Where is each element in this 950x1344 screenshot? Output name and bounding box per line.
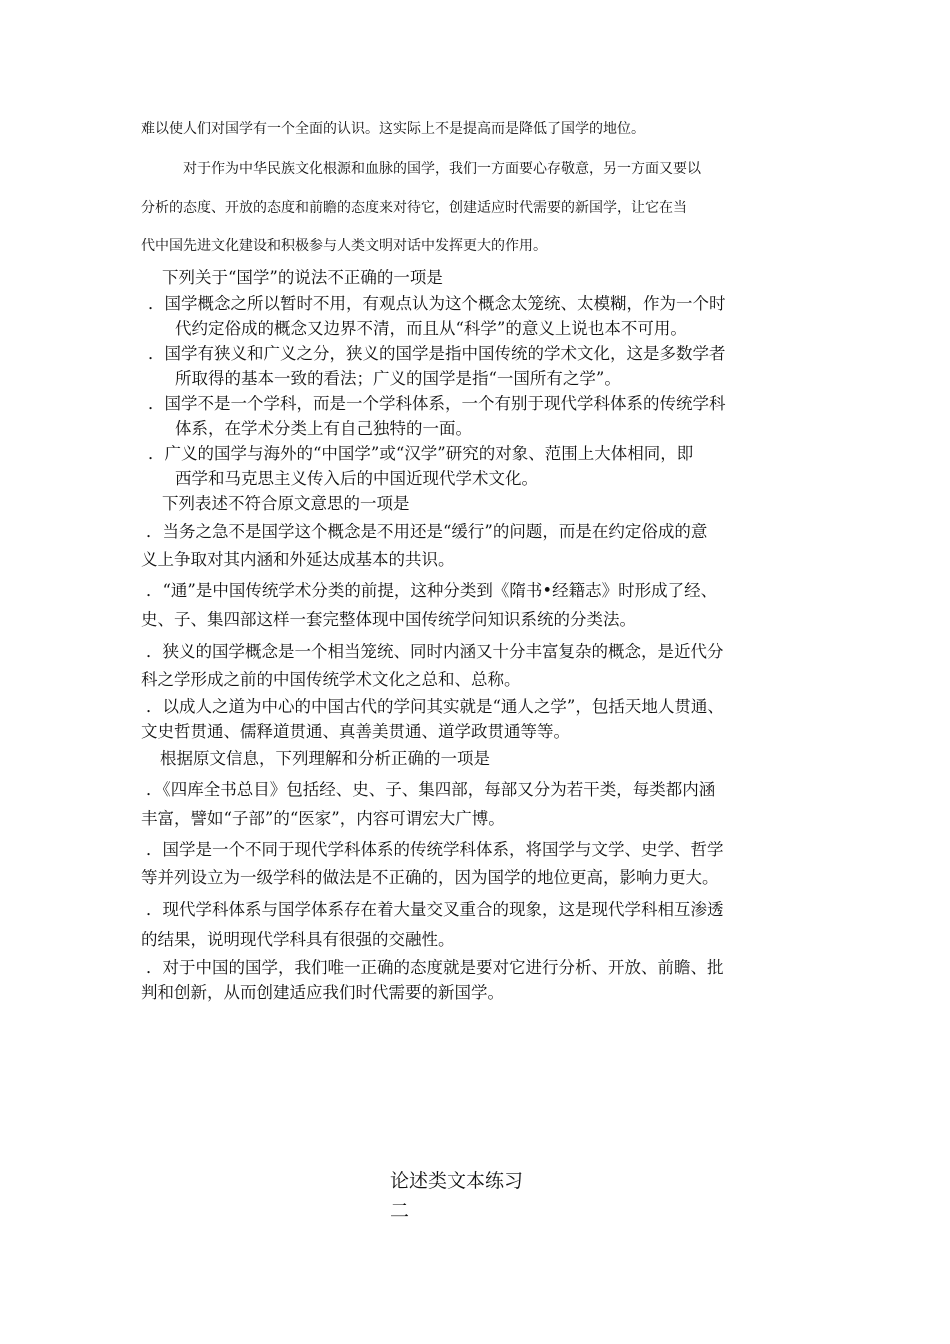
question-stem: 下列表述不符合原文意思的一项是 [162,494,410,513]
option-line: ．以成人之道为中心的中国古代的学问其实就是“通人之学”，包括天地人贯通、 [146,697,724,716]
option-line: 史、子、集四部这样一套完整体现中国传统学问知识系统的分类法。 [141,610,636,629]
option-line: 的结果，说明现代学科具有很强的交融性。 [141,930,455,949]
option-line: 丰富，譬如“子部”的“医家”，内容可谓宏大广博。 [141,809,505,828]
option-line: 代约定俗成的概念又边界不清，而且从“科学”的意义上说也本不可用。 [175,319,687,338]
option-line: ．对于中国的国学，我们唯一正确的态度就是要对它进行分析、开放、前瞻、批 [146,958,724,977]
intro-line: 代中国先进文化建设和积极参与人类文明对话中发挥更大的作用。 [141,238,547,254]
intro-line: 对于作为中华民族文化根源和血脉的国学，我们一方面要心存敬意，另一方面又要以 [183,161,701,177]
question-stem: 根据原文信息，下列理解和分析正确的一项是 [160,749,490,768]
option-line: ．国学概念之所以暂时不用，有观点认为这个概念太笼统、太模糊，作为一个时 [148,294,726,313]
intro-line: 分析的态度、开放的态度和前瞻的态度来对待它，创建适应时代需要的新国学，让它在当 [141,200,687,216]
option-line: ．“通”是中国传统学术分类的前提，这种分类到《隋书•经籍志》时形成了经、 [146,581,718,600]
option-line: 等并列设立为一级学科的做法是不正确的，因为国学的地位更高，影响力更大。 [141,868,719,887]
option-line: ．国学是一个不同于现代学科体系的传统学科体系，将国学与文学、史学、哲学 [146,840,724,859]
option-line: ．《四库全书总目》包括经、史、子、集四部，每部又分为若干类，每类都内涵 [146,780,716,799]
option-line: ．狭义的国学概念是一个相当笼统、同时内涵又十分丰富复杂的概念，是近代分 [146,642,724,661]
option-line: ．国学有狭义和广义之分，狭义的国学是指中国传统的学术文化，这是多数学者 [148,344,726,363]
section-title-number: 二 [390,1200,410,1222]
option-line: 判和创新，从而创建适应我们时代需要的新国学。 [141,983,504,1002]
option-line: 体系，在学术分类上有自己独特的一面。 [175,419,472,438]
option-line: ．当务之急不是国学这个概念是不用还是“缓行”的问题，而是在约定俗成的意 [146,522,708,541]
option-line: ．现代学科体系与国学体系存在着大量交叉重合的现象，这是现代学科相互渗透 [146,900,724,919]
option-line: 科之学形成之前的中国传统学术文化之总和、总称。 [141,670,521,689]
option-line: ．广义的国学与海外的“中国学”或“汉学”研究的对象、范围上大体相同，即 [148,444,694,463]
intro-line: 难以使人们对国学有一个全面的认识。这实际上不是提高而是降低了国学的地位。 [141,121,645,137]
option-line: ．国学不是一个学科，而是一个学科体系，一个有别于现代学科体系的传统学科 [148,394,726,413]
option-line: 文史哲贯通、儒释道贯通、真善美贯通、道学政贯通等等。 [141,722,570,741]
option-line: 西学和马克思主义传入后的中国近现代学术文化。 [175,469,538,488]
option-line: 所取得的基本一致的看法；广义的国学是指“一国所有之学”。 [175,369,621,388]
section-title: 论述类文本练习 [390,1170,524,1192]
option-line: 义上争取对其内涵和外延达成基本的共识。 [141,550,455,569]
question-stem: 下列关于“国学”的说法不正确的一项是 [162,268,443,287]
